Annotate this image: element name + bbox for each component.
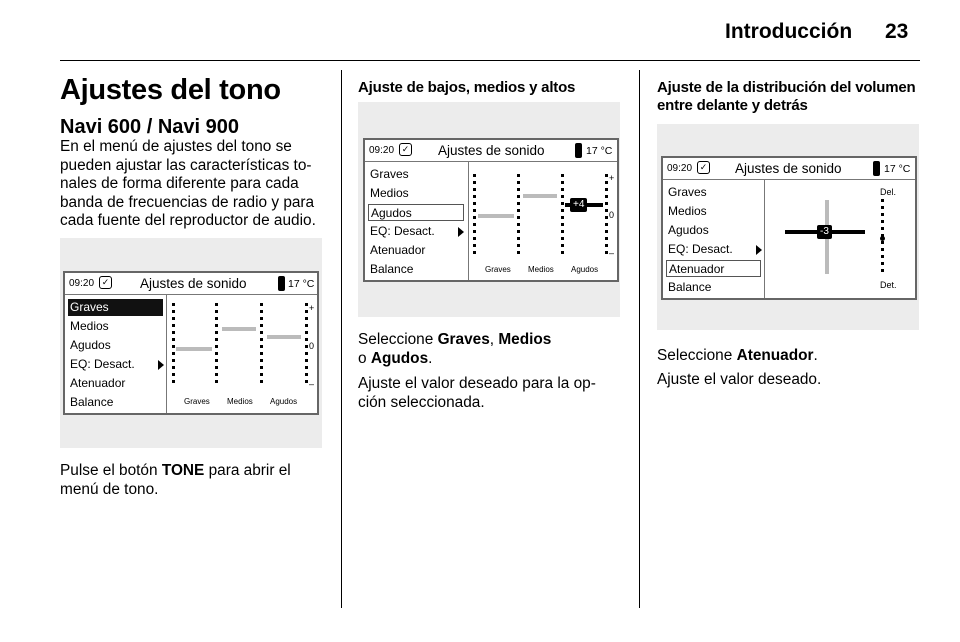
select-paragraph: Seleccione Graves, Medios o Agudos. bbox=[358, 331, 552, 367]
check-box-icon: ✓ bbox=[99, 276, 112, 289]
zero-mark: 0 bbox=[309, 341, 315, 351]
status-bar bbox=[65, 273, 317, 295]
adjust-paragraph: Ajuste el valor deseado. bbox=[657, 371, 822, 388]
level-bar-medios bbox=[523, 194, 557, 198]
menu-item-graves[interactable]: Graves bbox=[370, 167, 409, 181]
temperature: 17 °C bbox=[586, 145, 613, 157]
screen-agudos bbox=[363, 138, 619, 282]
check-box-icon: ✓ bbox=[399, 143, 412, 156]
col-label-graves: Graves bbox=[485, 265, 511, 274]
clock: 09:20 bbox=[667, 163, 693, 174]
heading-bass-mid-treble: Ajuste de bajos, medios y altos bbox=[358, 79, 576, 96]
adjust-paragraph: Ajuste el valor deseado para la op- ción seleccionada. bbox=[358, 375, 596, 411]
clock: 09:20 bbox=[369, 145, 395, 156]
menu-item-medios[interactable]: Medios bbox=[668, 204, 707, 218]
plus-mark: + bbox=[309, 303, 315, 313]
check-box-icon: ✓ bbox=[697, 161, 710, 174]
header-rule bbox=[60, 60, 920, 61]
screen-fader bbox=[661, 156, 917, 300]
thermometer-icon bbox=[873, 161, 880, 176]
triangle-right-icon bbox=[756, 245, 762, 255]
column-divider-1 bbox=[341, 70, 342, 608]
clock: 09:20 bbox=[69, 278, 95, 289]
level-bar-medios bbox=[222, 327, 256, 331]
col-label-graves: Graves bbox=[184, 397, 210, 406]
screen-title: Ajustes de sonido bbox=[140, 276, 247, 291]
minus-mark: – bbox=[309, 379, 315, 389]
eq-scale-medios bbox=[517, 174, 520, 258]
select-paragraph: Seleccione Atenuador. bbox=[657, 347, 818, 364]
menu-item-atenuador[interactable]: Atenuador bbox=[370, 243, 426, 257]
status-bar bbox=[365, 140, 617, 162]
fader-knob bbox=[880, 236, 885, 241]
section-heading: Ajustes del tono bbox=[60, 74, 281, 106]
value-badge-agudos: +4 bbox=[570, 198, 587, 212]
menu-item-eq[interactable]: EQ: Desact. bbox=[70, 357, 135, 371]
eq-scale-graves bbox=[473, 174, 476, 258]
screen-title: Ajustes de sonido bbox=[438, 143, 545, 158]
value-badge-fader: -3 bbox=[817, 225, 832, 239]
tone-menu bbox=[663, 180, 765, 298]
plus-mark: + bbox=[609, 173, 615, 183]
minus-mark: – bbox=[609, 248, 615, 258]
temperature: 17 °C bbox=[884, 163, 911, 175]
menu-item-medios[interactable]: Medios bbox=[70, 319, 109, 333]
col-label-agudos: Agudos bbox=[571, 265, 599, 274]
eq-scale-graves bbox=[172, 303, 175, 387]
eq-scale-medios bbox=[215, 303, 218, 387]
sub-heading: Navi 600 / Navi 900 bbox=[60, 116, 240, 138]
thermometer-icon bbox=[278, 276, 285, 291]
menu-item-medios[interactable]: Medios bbox=[370, 186, 409, 200]
menu-item-atenuador[interactable]: Atenuador bbox=[70, 376, 126, 390]
level-bar-graves bbox=[478, 214, 514, 218]
temperature: 17 °C bbox=[288, 278, 315, 290]
eq-scale-ref bbox=[605, 174, 608, 258]
menu-item-eq[interactable]: EQ: Desact. bbox=[668, 242, 733, 256]
col-label-medios: Medios bbox=[227, 397, 253, 406]
intro-paragraph: En el menú de ajustes del tono se pueden ajustar las características to- nales de forma diferente para cada banda de frecuencias de radio y para cada fuente del reproductor de audio. bbox=[60, 138, 316, 230]
menu-item-agudos[interactable]: Agudos bbox=[70, 338, 111, 352]
eq-scale-agudos bbox=[561, 174, 564, 258]
page-number: 23 bbox=[885, 20, 909, 43]
column-divider-2 bbox=[639, 70, 640, 608]
zero-mark: 0 bbox=[609, 210, 615, 220]
triangle-right-icon bbox=[458, 227, 464, 237]
thermometer-icon bbox=[575, 143, 582, 158]
menu-item-balance[interactable]: Balance bbox=[668, 280, 712, 294]
tone-menu bbox=[65, 295, 167, 413]
menu-item-atenuador[interactable]: Atenuador bbox=[666, 260, 761, 277]
screen-tone-menu bbox=[63, 271, 319, 415]
menu-item-eq[interactable]: EQ: Desact. bbox=[370, 224, 435, 238]
menu-item-balance[interactable]: Balance bbox=[370, 262, 414, 276]
col-label-agudos: Agudos bbox=[270, 397, 298, 406]
menu-item-balance[interactable]: Balance bbox=[70, 395, 114, 409]
eq-scale-agudos bbox=[260, 303, 263, 387]
status-bar bbox=[663, 158, 915, 180]
level-bar-agudos bbox=[267, 335, 301, 339]
tone-menu bbox=[365, 162, 469, 280]
screen-title: Ajustes de sonido bbox=[735, 161, 842, 176]
header-title: Introducción bbox=[725, 20, 853, 43]
heading-fader: Ajuste de la distribución del volumen entre delante y detrás bbox=[657, 79, 916, 114]
rear-label: Det. bbox=[880, 280, 897, 290]
instruction-paragraph: Pulse el botón TONE para abrir el menú de tono. bbox=[60, 462, 291, 498]
menu-item-graves[interactable]: Graves bbox=[668, 185, 707, 199]
menu-item-graves[interactable]: Graves bbox=[68, 299, 163, 316]
menu-item-agudos[interactable]: Agudos bbox=[368, 204, 464, 221]
eq-scale-ref bbox=[305, 303, 308, 387]
triangle-right-icon bbox=[158, 360, 164, 370]
front-label: Del. bbox=[880, 187, 897, 197]
menu-item-agudos[interactable]: Agudos bbox=[668, 223, 709, 237]
col-label-medios: Medios bbox=[528, 265, 554, 274]
level-bar-graves bbox=[176, 347, 212, 351]
